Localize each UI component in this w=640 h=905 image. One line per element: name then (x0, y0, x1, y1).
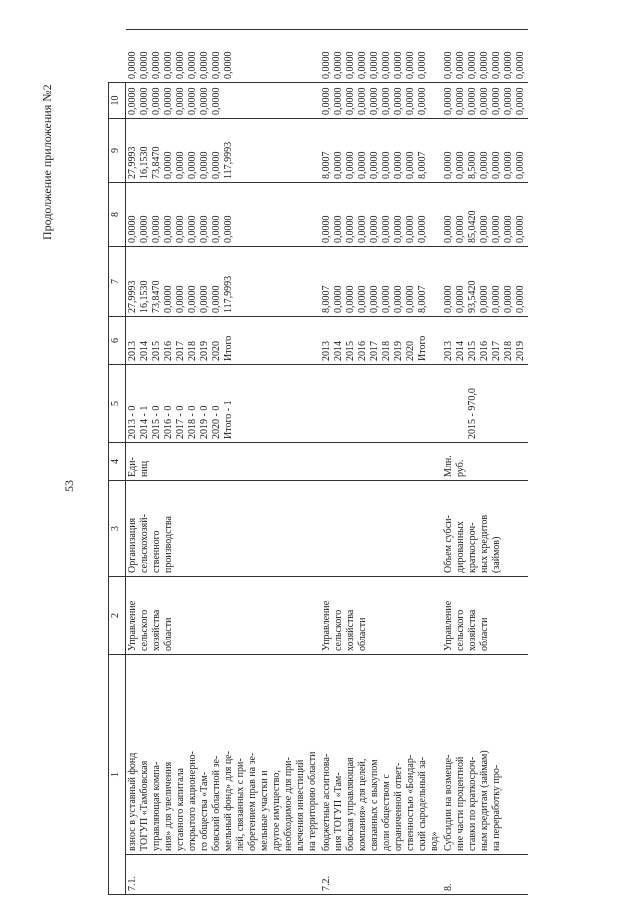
cell-line: 0,0000 (491, 151, 502, 179)
cell-other (442, 30, 528, 83)
cell-line: 2016 (357, 341, 368, 361)
cell-line: Управление (127, 600, 138, 651)
cell-line: 0,0000 (479, 215, 490, 243)
appendix-caption: Продолжение приложения №2 (40, 84, 54, 240)
cell-line: 0,0000 (515, 151, 526, 179)
table-row (442, 30, 528, 895)
cell-line: ния ТОГУП «Там- (333, 772, 344, 851)
cell-other (126, 30, 321, 83)
cell-line: 2013 (321, 341, 332, 361)
table-header (109, 30, 126, 895)
cell-line: 0,0000 (491, 215, 502, 243)
cell-line: 2017 (175, 341, 186, 361)
cell-line: ния» для увеличения (163, 761, 174, 851)
cell-line: (займов) (491, 536, 502, 573)
cell-line: 16,1530 (139, 280, 150, 313)
cell-line: Итого (417, 335, 428, 361)
cell-line: Итого - 1 (223, 400, 234, 439)
cell-line: 0,0000 (503, 215, 514, 243)
cell-indicator (442, 481, 528, 577)
cell-line: 0,0000 (321, 215, 332, 243)
column-header-9: 9 (109, 119, 126, 183)
cell-line: 0,0000 (381, 151, 392, 179)
cell-line: 117,9993 (223, 141, 234, 179)
cell-reg (320, 119, 442, 183)
cell-num: 8. (442, 855, 528, 895)
cell-line: 0,0000 (479, 151, 490, 179)
rotated-table-wrapper (108, 30, 602, 895)
cell-line: 2015 (151, 341, 162, 361)
cell-line: 0,0000 (199, 151, 210, 179)
cell-line: 0,0000 (443, 215, 454, 243)
cell-line: 8,0007 (417, 151, 428, 179)
cell-fed (320, 183, 442, 247)
cell-line: 0,0000 (393, 285, 404, 313)
cell-line: 0,0000 (163, 87, 174, 115)
cell-line: 2019 (199, 341, 210, 361)
cell-line: 0,0000 (417, 51, 428, 79)
cell-line: 0,0000 (443, 51, 454, 79)
cell-line: 0,0000 (345, 51, 356, 79)
cell-reg (126, 119, 321, 183)
cell-line: краткосроч- (467, 522, 478, 573)
cell-local (320, 83, 442, 119)
cell-line: 27,9993 (127, 146, 138, 179)
cell-line: 0,0000 (369, 285, 380, 313)
cell-line: 0,0000 (369, 151, 380, 179)
cell-line: ставки по краткосроч- (467, 756, 478, 851)
cell-unit (320, 443, 442, 481)
cell-line: 0,0000 (393, 51, 404, 79)
cell-line: 0,0000 (211, 151, 222, 179)
cell-fed (442, 183, 528, 247)
cell-line: 0,0000 (491, 51, 502, 79)
cell-executor (320, 577, 442, 655)
cell-line: сельского (139, 609, 150, 651)
cell-line: дированных (455, 521, 466, 573)
cell-line: 0,0000 (381, 87, 392, 115)
cell-line: 0,0000 (175, 87, 186, 115)
cell-line: 0,0000 (515, 215, 526, 243)
cell-line: 0,0000 (175, 285, 186, 313)
cell-line: 0,0000 (223, 215, 234, 243)
cell-line: бовский областной зе- (211, 755, 222, 851)
cell-line: вод» (429, 831, 440, 851)
cell-line: 0,0000 (333, 215, 344, 243)
cell-line: 85,0420 (467, 210, 478, 243)
cell-line: ние части процентной (455, 756, 466, 851)
cell-line: 2013 - 0 (127, 405, 138, 439)
cell-line: 2020 (405, 341, 416, 361)
cell-indicator (320, 481, 442, 577)
cell-line: 8,5000 (467, 151, 478, 179)
cell-line: 0,0000 (369, 51, 380, 79)
cell-line: сельского (455, 609, 466, 651)
cell-line: 0,0000 (138, 51, 150, 79)
cell-line: 0,0000 (491, 285, 502, 313)
cell-line: 0,0000 (151, 87, 162, 115)
cell-num: 7.1. (126, 855, 321, 895)
cell-line: 0,0000 (417, 87, 428, 115)
column-header-10: 10 (109, 83, 126, 119)
cell-line: 0,0000 (333, 151, 344, 179)
cell-line: 0,0000 (455, 151, 466, 179)
cell-line: ниц (139, 460, 150, 477)
cell-line: 0,0000 (515, 51, 526, 79)
cell-line: связанных с выкупом (369, 759, 380, 851)
cell-line: 0,0000 (417, 215, 428, 243)
cell-line: мельный фонд» для це- (223, 751, 234, 851)
cell-line: 0,0000 (175, 215, 186, 243)
cell-line: области (479, 617, 490, 651)
cell-line: 0,0000 (455, 51, 466, 79)
cell-line: 0,0000 (211, 87, 222, 115)
cell-line: 0,0000 (405, 51, 416, 79)
cell-line: Объем субси- (443, 515, 454, 573)
cell-line: 16,1530 (139, 146, 150, 179)
cell-line: 0,0000 (127, 87, 138, 115)
cell-line: 0,0000 (163, 151, 174, 179)
cell-line: 0,0000 (357, 215, 368, 243)
cell-line: 0,0000 (357, 285, 368, 313)
cell-line: 27,9993 (127, 280, 138, 313)
cell-name (442, 655, 528, 855)
cell-years (320, 317, 442, 365)
cell-line: 0,0000 (333, 87, 344, 115)
cell-line: 0,0000 (455, 87, 466, 115)
cell-line: 2015 (345, 341, 356, 361)
cell-line: 0,0000 (321, 51, 332, 79)
cell-line: 2018 (503, 341, 514, 361)
cell-line: 0,0000 (357, 51, 368, 79)
cell-line: ственного (151, 530, 162, 573)
cell-line: Управление (321, 600, 332, 651)
column-header-2: 2 (109, 577, 126, 655)
cell-line: на территорию области (307, 751, 318, 851)
cell-line: бовская управляющая (345, 757, 356, 851)
cell-line: 0,0000 (443, 151, 454, 179)
cell-line: Субсидии на возмеще- (443, 754, 454, 851)
cell-line: 0,0000 (405, 87, 416, 115)
column-header-3: 3 (109, 481, 126, 577)
cell-line: 0,0000 (503, 151, 514, 179)
cell-line: Организация (127, 517, 138, 573)
page-number: 53 (62, 480, 76, 492)
cell-line: 0,0000 (333, 51, 344, 79)
cell-line: 2019 - 0 (199, 405, 210, 439)
cell-line: 0,0000 (333, 285, 344, 313)
cell-line (443, 368, 455, 439)
cell-indicator (126, 481, 321, 577)
cell-line: 2020 - 0 (211, 405, 222, 439)
cell-line: 0,0000 (455, 285, 466, 313)
cell-line: 0,0000 (479, 51, 490, 79)
column-header-6: 6 (109, 317, 126, 365)
cell-years (442, 317, 528, 365)
cell-line: 0,0000 (381, 215, 392, 243)
cell-line: 0,0000 (211, 285, 222, 313)
cell-line: производства (163, 516, 174, 573)
cell-line: 2014 (333, 341, 344, 361)
cell-line: 0,0000 (393, 151, 404, 179)
cell-line: доли обществом с (381, 774, 392, 851)
cell-line: 0,0000 (405, 285, 416, 313)
cell-line: 0,0000 (187, 285, 198, 313)
cell-line: 0,0000 (187, 87, 198, 115)
cell-line: Итого (223, 335, 234, 361)
cell-line: 0,0000 (187, 215, 198, 243)
cell-line: хозяйства (467, 609, 478, 651)
cell-unit (126, 443, 321, 481)
cell-line: 0,0000 (345, 215, 356, 243)
cell-line: 2018 - 0 (187, 405, 198, 439)
cell-line: 0,0000 (345, 285, 356, 313)
cell-line: 0,0000 (381, 51, 392, 79)
cell-line: 0,0000 (443, 87, 454, 115)
cell-target (126, 365, 321, 443)
cell-num: 7.2. (320, 855, 442, 895)
cell-line: 0,0000 (211, 215, 222, 243)
cell-line: 8,0007 (321, 285, 332, 313)
cell-line: 2018 (381, 341, 392, 361)
cell-line: 2016 (163, 341, 174, 361)
cell-line: 93,5420 (467, 280, 478, 313)
cell-line: 0,0000 (199, 215, 210, 243)
table-body (126, 30, 529, 895)
cell-line: 0,0000 (515, 87, 526, 115)
cell-line: 0,0000 (405, 151, 416, 179)
cell-line: 2017 (491, 341, 502, 361)
table-row (320, 30, 442, 895)
cell-line: 2014 (455, 341, 466, 361)
cell-line: 0,0000 (381, 285, 392, 313)
cell-line: управляющая компа- (151, 761, 162, 851)
cell-line: 0,0000 (443, 285, 454, 313)
cell-line: 2014 - 1 (139, 405, 150, 439)
cell-line: 0,0000 (175, 151, 186, 179)
cell-line: 0,0000 (503, 51, 514, 79)
cell-target (442, 365, 528, 443)
cell-line: 2019 (515, 341, 526, 361)
cell-line: 0,0000 (345, 151, 356, 179)
cell-line: хозяйства (151, 609, 162, 651)
cell-line: 2017 (369, 341, 380, 361)
cell-line: Управление (443, 600, 454, 651)
column-header-1: 1 (109, 655, 126, 895)
cell-other (320, 30, 442, 83)
cell-line: 8,0007 (321, 151, 332, 179)
cell-total (442, 247, 528, 317)
cell-line: 117,9993 (223, 275, 234, 313)
cell-line: 2013 (127, 341, 138, 361)
cell-line: необходимое для при- (283, 757, 294, 851)
cell-line: мельные участки и (259, 770, 270, 851)
cell-line: сельскохозяй- (139, 514, 150, 573)
cell-total (320, 247, 442, 317)
cell-line: открытого акционерно- (187, 751, 198, 851)
cell-line: 0,0000 (126, 51, 138, 79)
cell-line: 2019 (393, 341, 404, 361)
cell-line: 0,0000 (491, 87, 502, 115)
cell-local (126, 83, 321, 119)
cell-line: Млн. (443, 455, 454, 477)
cell-line: обретением прав на зе- (247, 752, 258, 851)
cell-line: другое имущество, (271, 770, 282, 851)
cell-line: 0,0000 (503, 285, 514, 313)
cell-line: уставного капитала (175, 768, 186, 851)
cell-line: 0,0000 (345, 87, 356, 115)
cell-line: 0,0000 (186, 51, 198, 79)
cell-line: ным кредитам (займам) (479, 750, 490, 851)
column-header-7: 7 (109, 247, 126, 317)
cell-line: 0,0000 (357, 87, 368, 115)
table-row (126, 30, 321, 895)
cell-line (455, 368, 467, 439)
cell-reg (442, 119, 528, 183)
cell-line: ТОГУП «Тамбовская (139, 760, 150, 851)
cell-line: 2018 (187, 341, 198, 361)
cell-line: на переработку про- (491, 764, 502, 851)
cell-line: 0,0000 (187, 151, 198, 179)
cell-line: 2020 (211, 341, 222, 361)
cell-line: области (357, 617, 368, 651)
cell-line: области (163, 617, 174, 651)
cell-executor (126, 577, 321, 655)
cell-line: 0,0000 (369, 215, 380, 243)
cell-line: 2013 (443, 341, 454, 361)
cell-years (126, 317, 321, 365)
cell-line: 2017 - 0 (175, 405, 186, 439)
cell-fed (126, 183, 321, 247)
cell-line: 2015 - 0 (151, 405, 162, 439)
cell-line: 0,0000 (393, 87, 404, 115)
cell-line: 0,0000 (467, 87, 478, 115)
cell-line: 0,0000 (503, 87, 514, 115)
cell-line: 0,0000 (139, 87, 150, 115)
cell-line: го общества «Там- (199, 771, 210, 851)
cell-line: 0,0000 (455, 215, 466, 243)
cell-line: 0,0000 (393, 215, 404, 243)
cell-line: 0,0000 (198, 51, 210, 79)
cell-line: 0,0000 (405, 215, 416, 243)
cell-line: ственностью «Бондар- (405, 754, 416, 851)
cell-total (126, 247, 321, 317)
column-header-8: 8 (109, 183, 126, 247)
cell-line: 0,0000 (467, 51, 478, 79)
cell-line: влечения инвестиций (295, 759, 306, 851)
cell-line: 2016 (479, 341, 490, 361)
cell-line: 0,0000 (150, 51, 162, 79)
cell-line: 0,0000 (151, 215, 162, 243)
cell-line: 0,0000 (127, 215, 138, 243)
cell-executor (442, 577, 528, 655)
cell-line: 0,0000 (162, 51, 174, 79)
cell-line: 2015 (467, 341, 478, 361)
cell-name (320, 655, 442, 855)
cell-line: 73,8470 (151, 146, 162, 179)
column-header-4: 4 (109, 443, 126, 481)
column-header-5: 5 (109, 365, 126, 443)
cell-line: бюджетные ассигнова- (321, 753, 332, 851)
cell-line: 0,0000 (139, 215, 150, 243)
cell-line: 0,0000 (479, 285, 490, 313)
cell-line: 0,0000 (163, 285, 174, 313)
cell-name (126, 655, 321, 855)
cell-line: хозяйства (345, 609, 356, 651)
cell-unit (442, 443, 528, 481)
cell-target (320, 365, 442, 443)
cell-line: компания» для целей, (357, 758, 368, 851)
cell-line: 0,0000 (210, 51, 222, 79)
cell-line: 0,0000 (515, 285, 526, 313)
cell-line: лей, связанных с при- (235, 758, 246, 851)
cell-line: ский сыродельный за- (417, 756, 428, 851)
cell-line: 2015 - 970,0 (467, 388, 478, 439)
cell-local (442, 83, 528, 119)
cell-line: 0,0000 (357, 151, 368, 179)
cell-line: 73,8470 (151, 280, 162, 313)
cell-line: 0,0000 (479, 87, 490, 115)
program-table (108, 29, 528, 895)
cell-line: 2016 - 0 (163, 405, 174, 439)
cell-line: 0,0000 (174, 51, 186, 79)
cell-line: ных кредитов (479, 514, 490, 573)
cell-line: 0,0000 (199, 87, 210, 115)
cell-line: руб. (455, 459, 466, 477)
cell-line: 0,0000 (222, 51, 234, 79)
cell-line: Еди- (127, 457, 138, 477)
cell-line: 8,0007 (417, 285, 428, 313)
cell-line: 0,0000 (369, 87, 380, 115)
cell-line: ограниченной ответ- (393, 762, 404, 851)
cell-line: 0,0000 (163, 215, 174, 243)
cell-line: 0,0000 (199, 285, 210, 313)
cell-line: сельского (333, 609, 344, 651)
cell-line: 2014 (139, 341, 150, 361)
cell-line: 0,0000 (321, 87, 332, 115)
cell-line: взнос в уставный фонд (127, 752, 138, 851)
